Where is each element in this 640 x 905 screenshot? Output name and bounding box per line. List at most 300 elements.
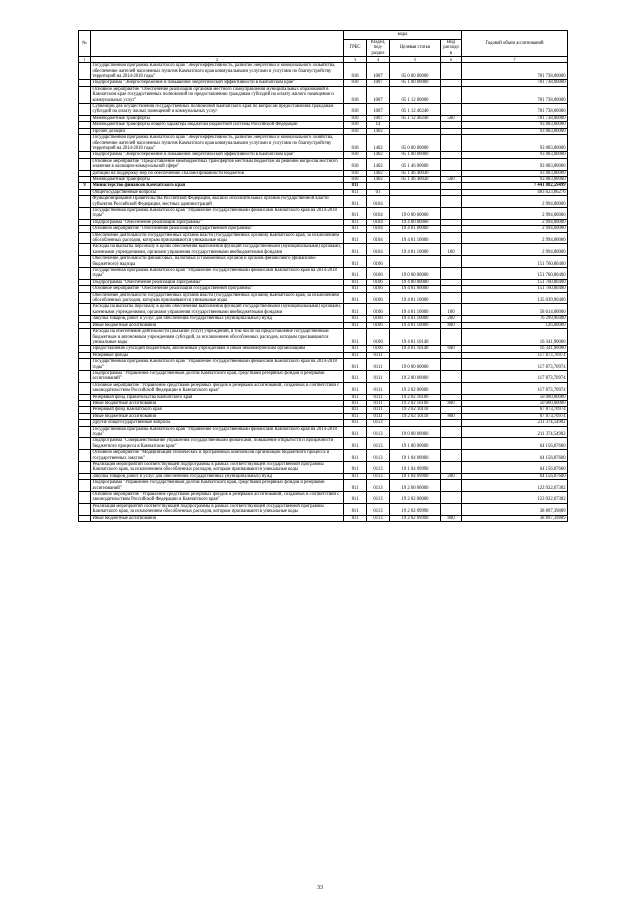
row-vid xyxy=(441,63,462,80)
row-vid: 500 xyxy=(441,176,462,182)
row-target: 19 4 01 10140 xyxy=(390,346,441,352)
row-name: Резервный фонд Камчатского края xyxy=(91,407,344,413)
row-number xyxy=(79,86,91,103)
row-grbs: 811 xyxy=(344,492,367,504)
row-number xyxy=(79,359,91,371)
row-amount: 117 873,70974 xyxy=(462,359,568,371)
row-target: 19 4 00 00000 xyxy=(390,279,441,285)
row-target: 19 0 00 00000 xyxy=(390,268,441,280)
row-vid: 500 xyxy=(441,115,462,121)
table-row xyxy=(79,256,568,268)
row-razdel: 0106 xyxy=(367,268,390,280)
row-vid xyxy=(441,462,462,474)
row-amount: 781 738,00000 xyxy=(462,86,568,103)
row-vid: 200 xyxy=(441,473,462,479)
row-name: Подпрограмма "Совершенствование управления государственными финансами, повышение открытости и прозрачности бюджетного процесса в Камчатском крае" xyxy=(91,438,344,450)
row-number xyxy=(79,268,91,280)
row-name: Межбюджетные трансферты xyxy=(91,115,344,121)
row-name: Основное мероприятие "Управление средствами резервных фондов и резервами ассигнований, созданных в соответствии с законодательством Российской Федерации и Камчатского края" xyxy=(91,492,344,504)
row-razdel: 0113 xyxy=(367,480,390,492)
row-razdel: 0106 xyxy=(367,316,390,322)
table-row xyxy=(79,268,568,280)
row-name: Государственная программа Камчатского края "Управление государственными финансами Камчатского края на 2014-2018 годы" xyxy=(91,268,344,280)
row-number xyxy=(79,370,91,382)
row-grbs: 811 xyxy=(344,292,367,304)
row-razdel: 0106 xyxy=(367,346,390,352)
row-grbs: 810 xyxy=(344,176,367,182)
row-grbs: 811 xyxy=(344,462,367,474)
row-grbs: 811 xyxy=(344,352,367,358)
row-razdel: 0106 xyxy=(367,322,390,328)
row-amount: 64 156,87600 xyxy=(462,473,568,479)
row-amount: 93 083,80000 xyxy=(462,176,568,182)
row-razdel: 0113 xyxy=(367,420,390,426)
row-grbs: 811 xyxy=(344,394,367,400)
row-number: 9 xyxy=(79,183,91,189)
row-number xyxy=(79,304,91,316)
row-vid xyxy=(441,438,462,450)
row-razdel: 0111 xyxy=(367,394,390,400)
row-razdel: 1007 xyxy=(367,104,390,116)
row-name: Резервные фонды xyxy=(91,352,344,358)
row-grbs: 811 xyxy=(344,219,367,225)
row-vid xyxy=(441,256,462,268)
table-row xyxy=(79,63,568,80)
row-number xyxy=(79,104,91,116)
row-grbs: 811 xyxy=(344,420,367,426)
table-row xyxy=(79,426,568,438)
row-razdel: 0104 xyxy=(367,207,390,219)
header-grbs: ГРБС xyxy=(344,40,367,57)
table-row xyxy=(79,158,568,170)
table-row xyxy=(79,382,568,394)
table-body xyxy=(79,63,568,522)
row-name: Общегосударственные вопросы xyxy=(91,189,344,195)
row-name: Другие общегосударственные вопросы xyxy=(91,420,344,426)
row-razdel: 0104 xyxy=(367,219,390,225)
budget-table xyxy=(78,30,568,522)
row-grbs: 811 xyxy=(344,450,367,462)
row-vid: 100 xyxy=(441,244,462,256)
row-number xyxy=(79,158,91,170)
row-vid xyxy=(441,370,462,382)
row-amount: 38 897,39889 xyxy=(462,503,568,515)
row-name: Межбюджетные трансферты общего характера бюджетам бюджетной системы Российской Федерации xyxy=(91,122,344,128)
row-razdel: 1402 xyxy=(367,158,390,170)
row-amount: 67 873,70974 xyxy=(462,413,568,419)
row-number xyxy=(79,382,91,394)
table-row xyxy=(79,232,568,244)
row-number xyxy=(79,450,91,462)
row-grbs: 810 xyxy=(344,63,367,80)
table-row xyxy=(79,244,568,256)
row-amount: 38 897,39889 xyxy=(462,515,568,521)
row-vid: 800 xyxy=(441,515,462,521)
row-name: Иные бюджетные ассигнования xyxy=(91,413,344,419)
table-row xyxy=(79,370,568,382)
row-target: 19 4 01 10140 xyxy=(390,329,441,346)
row-amount: 483 623,06276 xyxy=(462,189,568,195)
row-name: Подпрограмма "Обеспечение реализации Программы" xyxy=(91,279,344,285)
row-amount: 76 299,90400 xyxy=(462,316,568,322)
row-vid xyxy=(441,86,462,103)
table-row xyxy=(79,329,568,346)
row-vid xyxy=(441,382,462,394)
row-amount: 126,00000 xyxy=(462,322,568,328)
row-target: 05 1 00 00000 xyxy=(390,80,441,86)
row-target: 19 2 02 00000 xyxy=(390,382,441,394)
row-target: 19 2 00 00000 xyxy=(390,370,441,382)
row-vid: 200 xyxy=(441,316,462,322)
row-razdel: 0104 xyxy=(367,232,390,244)
row-vid: 800 xyxy=(441,413,462,419)
row-vid xyxy=(441,268,462,280)
row-name: Иные бюджетные ассигнования xyxy=(91,400,344,406)
row-razdel: 0106 xyxy=(367,279,390,285)
row-grbs: 811 xyxy=(344,232,367,244)
row-grbs: 811 xyxy=(344,370,367,382)
row-target: 05 1 12 40240 xyxy=(390,104,441,116)
row-grbs: 811 xyxy=(344,189,367,195)
row-grbs: 811 xyxy=(344,226,367,232)
row-grbs: 811 xyxy=(344,329,367,346)
column-index: 4 xyxy=(367,57,390,63)
row-vid xyxy=(441,158,462,170)
row-target: 19 1 04 09990 xyxy=(390,462,441,474)
row-amount: 58 614,00000 xyxy=(462,304,568,316)
row-name: Реализация мероприятий соответствующей подпрограммы в рамках соответствующей государственной программы Камчатского края, за исключением обособленных расходов, которым присваиваются уникальные коды xyxy=(91,503,344,515)
row-vid xyxy=(441,196,462,208)
row-amount: 781 738,00000 xyxy=(462,104,568,116)
row-razdel: 0104 xyxy=(367,196,390,208)
table-row xyxy=(79,480,568,492)
page-number: 33 xyxy=(317,885,323,891)
row-grbs: 810 xyxy=(344,158,367,170)
row-amount: 2 994,00000 xyxy=(462,232,568,244)
row-amount: 2 994,00000 xyxy=(462,207,568,219)
row-number xyxy=(79,244,91,256)
row-number xyxy=(79,426,91,438)
row-grbs: 810 xyxy=(344,115,367,121)
row-target: 19 4 01 10000 xyxy=(390,244,441,256)
row-target: 19 2 02 09990 xyxy=(390,515,441,521)
row-vid xyxy=(441,329,462,346)
row-vid xyxy=(441,292,462,304)
row-amount: 2 994,00000 xyxy=(462,196,568,208)
row-razdel: 0113 xyxy=(367,426,390,438)
row-number xyxy=(79,292,91,304)
row-amount: 781 738,00000 xyxy=(462,80,568,86)
row-number xyxy=(79,515,91,521)
row-number xyxy=(79,256,91,268)
row-amount: 123 922,67302 xyxy=(462,480,568,492)
row-target: 19 4 01 10000 xyxy=(390,304,441,316)
table-row xyxy=(79,492,568,504)
row-amount: 16 341,90000 xyxy=(462,346,568,352)
row-grbs: 811 xyxy=(344,256,367,268)
row-name: Закупка товаров, работ и услуг для обеспечения государственных (муниципальных) нужд xyxy=(91,316,344,322)
row-target: 19 0 00 00000 xyxy=(390,207,441,219)
row-razdel: 0106 xyxy=(367,292,390,304)
table-row xyxy=(79,438,568,450)
row-razdel: 0113 xyxy=(367,450,390,462)
row-amount: 50 000,00000 xyxy=(462,394,568,400)
row-vid xyxy=(441,503,462,515)
row-grbs: 811 xyxy=(344,279,367,285)
row-grbs: 811 xyxy=(344,426,367,438)
table-header xyxy=(79,31,568,63)
row-target: 05 0 00 00000 xyxy=(390,63,441,80)
row-amount: 123 922,67302 xyxy=(462,492,568,504)
row-grbs: 811 xyxy=(344,207,367,219)
row-target: 19 0 00 00000 xyxy=(390,426,441,438)
row-grbs: 810 xyxy=(344,170,367,176)
row-razdel: 01 xyxy=(367,189,390,195)
row-razdel: 0104 xyxy=(367,244,390,256)
row-number xyxy=(79,329,91,346)
row-amount: 211 374,54902 xyxy=(462,420,568,426)
row-razdel: 0113 xyxy=(367,438,390,450)
row-name: Государственная программа Камчатского края "Энергоэффективность, развитие энергетики и коммунального хозьяйства, обеспечение жителей населенных пунктов Камчатского края коммунальными услугами и услугами по благоустройству территорий на 2014-2018 годы" xyxy=(91,63,344,80)
row-amount: 117 873,70974 xyxy=(462,370,568,382)
row-amount: 2 994,00000 xyxy=(462,244,568,256)
row-razdel: 0111 xyxy=(367,413,390,419)
row-target: 19 2 02 10100 xyxy=(390,394,441,400)
row-target: 19 4 01 10000 xyxy=(390,322,441,328)
row-razdel: 0111 xyxy=(367,407,390,413)
table-row xyxy=(79,207,568,219)
row-amount: 151 760,80400 xyxy=(462,286,568,292)
row-amount: 151 760,80400 xyxy=(462,268,568,280)
row-razdel: 0111 xyxy=(367,382,390,394)
row-target: 19 1 00 00000 xyxy=(390,438,441,450)
row-name: Государственная программа Камчатского края "Управление государственными финансами Камчатского края на 2014-2018 годы" xyxy=(91,207,344,219)
row-razdel: 0113 xyxy=(367,462,390,474)
row-grbs: 811 xyxy=(344,304,367,316)
row-vid: 800 xyxy=(441,400,462,406)
row-number xyxy=(79,462,91,474)
row-name: Министерство финансов Камчатского края xyxy=(91,183,344,189)
row-number xyxy=(79,232,91,244)
row-razdel: 0106 xyxy=(367,256,390,268)
row-target: 19 4 01 10000 xyxy=(390,292,441,304)
row-name: Иные бюджетные ассигнования xyxy=(91,515,344,521)
row-target: 19 1 04 00000 xyxy=(390,450,441,462)
row-grbs: 811 xyxy=(344,382,367,394)
row-grbs: 810 xyxy=(344,128,367,134)
row-razdel: 0106 xyxy=(367,329,390,346)
row-grbs: 811 xyxy=(344,196,367,208)
row-vid: 600 xyxy=(441,346,462,352)
row-amount: 2 994,00000 xyxy=(462,226,568,232)
row-name: Основное мероприятие "Управление средствами резервных фондов и резервами ассигнований, созданных в соответствии с законодательством Российской Федерации и Камчатского края" xyxy=(91,382,344,394)
row-grbs: 811 xyxy=(344,413,367,419)
row-razdel: 1007 xyxy=(367,115,390,121)
row-grbs: 811 xyxy=(344,515,367,521)
row-vid xyxy=(441,492,462,504)
row-vid xyxy=(441,450,462,462)
row-number xyxy=(79,207,91,219)
row-number xyxy=(79,63,91,80)
row-grbs: 810 xyxy=(344,122,367,128)
row-target: 19 2 00 00000 xyxy=(390,480,441,492)
row-amount: 151 760,80400 xyxy=(462,279,568,285)
row-name: Функционирование Правительства Российской Федерации, высших исполнительных органов государственной власти субъектов Российской Федерации, местных администраций xyxy=(91,196,344,208)
table-row xyxy=(79,462,568,474)
row-name: Подпрограмма "Обеспечение реализации Программы" xyxy=(91,219,344,225)
table-row xyxy=(79,196,568,208)
row-amount: 93 083,80000 xyxy=(462,152,568,158)
table-row xyxy=(79,359,568,371)
row-grbs: 811 xyxy=(344,268,367,280)
table-row xyxy=(79,304,568,316)
row-name: Основное мероприятие "Модернизация технических и программных комплексов организации бюджетного процесса и государственных закупок" xyxy=(91,450,344,462)
row-razdel: 1007 xyxy=(367,80,390,86)
row-name: Межбюджетные трансферты xyxy=(91,176,344,182)
row-target: 05 1 12 00000 xyxy=(390,86,441,103)
table-row xyxy=(79,503,568,515)
row-vid xyxy=(441,232,462,244)
row-vid: 800 xyxy=(441,322,462,328)
row-name: Иные бюджетные ассигнования xyxy=(91,322,344,328)
row-vid xyxy=(441,359,462,371)
header-codes: коды xyxy=(344,31,462,40)
row-vid: 100 xyxy=(441,304,462,316)
row-name: Расходы на обеспечение деятельности (оказание услуг) учреждений, в том числе на предоставление государственным бюджетным и автономным учреждениям субсидий, за исключением обособленных расходов, которым присваиваются уникальные коды xyxy=(91,329,344,346)
row-target: 19 2 02 10100 xyxy=(390,400,441,406)
row-name: Резервный фонд Правительства Камчатского края xyxy=(91,394,344,400)
row-target: 05 0 00 00000 xyxy=(390,135,441,152)
row-razdel: 1402 xyxy=(367,152,390,158)
row-grbs: 811 xyxy=(344,438,367,450)
row-razdel: 0106 xyxy=(367,286,390,292)
row-grbs: 810 xyxy=(344,86,367,103)
row-razdel: 1007 xyxy=(367,86,390,103)
table-row xyxy=(79,450,568,462)
row-grbs: 811 xyxy=(344,183,367,189)
row-amount: 117 873,70974 xyxy=(462,382,568,394)
row-grbs: 811 xyxy=(344,359,367,371)
row-amount: 16 341,90000 xyxy=(462,329,568,346)
row-amount: 135 039,90400 xyxy=(462,292,568,304)
row-number xyxy=(79,503,91,515)
row-target: 19 4 01 00000 xyxy=(390,226,441,232)
row-vid xyxy=(441,207,462,219)
row-name: Государственная программа Камчатского края "Управление государственными финансами Камчатского края на 2014-2018 годы" xyxy=(91,359,344,371)
column-index: 6 xyxy=(441,57,462,63)
row-grbs: 811 xyxy=(344,400,367,406)
row-amount: 67 873,70974 xyxy=(462,407,568,413)
row-name: Обеспечение деятельности государственных органов власти (государственных органов) Камчатского края, за исключением обособленных расходов, которым присваиваются уникальные коды xyxy=(91,292,344,304)
row-razdel: 0111 xyxy=(367,370,390,382)
row-name: Основное мероприятие "Обеспечение реализации государственной программы" xyxy=(91,226,344,232)
row-number xyxy=(79,492,91,504)
row-name: Государственная программа Камчатского края "Энергоэффективность, развитие энергетики и коммунального хозяйства, обеспечение жителей населенных пунктов Камчатского края коммунальными услугами и услугами по благоустройству территорий на 2014-2018 годы" xyxy=(91,135,344,152)
row-grbs: 810 xyxy=(344,152,367,158)
row-name: Подпрограмма "Управление государственным долгом Камчатского края, средствами резервных фондов и резервами ассигнований" xyxy=(91,480,344,492)
row-number xyxy=(79,438,91,450)
row-amount: 64 156,87600 xyxy=(462,462,568,474)
row-target: 19 4 01 10000 xyxy=(390,316,441,322)
table-row xyxy=(79,104,568,116)
row-amount: 64 156,87600 xyxy=(462,450,568,462)
row-number xyxy=(79,480,91,492)
row-target: 19 2 02 10110 xyxy=(390,413,441,419)
row-razdel: 0113 xyxy=(367,473,390,479)
header-num: № xyxy=(79,31,91,57)
row-razdel: 1402 xyxy=(367,135,390,152)
table-row xyxy=(79,135,568,152)
row-target: 05 1 00 00000 xyxy=(390,152,441,158)
row-target: 19 4 01 00000 xyxy=(390,286,441,292)
row-target: 19 4 01 10000 xyxy=(390,232,441,244)
row-razdel: 1402 xyxy=(367,176,390,182)
row-grbs: 811 xyxy=(344,346,367,352)
row-vid xyxy=(441,104,462,116)
row-amount: 93 083,80000 xyxy=(462,128,568,134)
row-target: 19 0 00 00000 xyxy=(390,359,441,371)
row-amount: 7 441 882,59499 xyxy=(462,183,568,189)
row-razdel: 0106 xyxy=(367,304,390,316)
row-name: Государственная программа Камчатского края "Управление государственными финансами Камчатского края на 2014-2018 годы" xyxy=(91,426,344,438)
row-amount: 117 873,70974 xyxy=(462,352,568,358)
row-grbs: 810 xyxy=(344,135,367,152)
row-razdel: 0113 xyxy=(367,515,390,521)
row-razdel: 0111 xyxy=(367,400,390,406)
row-grbs: 811 xyxy=(344,286,367,292)
column-index: 5 xyxy=(390,57,441,63)
row-razdel: 1007 xyxy=(367,63,390,80)
row-grbs: 810 xyxy=(344,104,367,116)
column-index: 7 xyxy=(462,57,568,63)
row-grbs: 811 xyxy=(344,244,367,256)
row-target: 05 1 46 40030 xyxy=(390,176,441,182)
row-vid xyxy=(441,480,462,492)
row-amount: 50 000,00000 xyxy=(462,400,568,406)
header-vid: Вид расходов xyxy=(441,40,462,57)
row-razdel: 0113 xyxy=(367,492,390,504)
row-vid xyxy=(441,426,462,438)
row-target: 19 2 02 00000 xyxy=(390,492,441,504)
row-amount: 2 994,00000 xyxy=(462,219,568,225)
column-index: 1 xyxy=(79,57,91,63)
row-target: 19 4 00 00000 xyxy=(390,219,441,225)
row-name: Основное мероприятие "Обеспечение реализации государственной программы" xyxy=(91,286,344,292)
row-amount: 93 083,80000 xyxy=(462,135,568,152)
row-name: Прочие дотации xyxy=(91,128,344,134)
budget-page xyxy=(78,30,567,522)
column-index: 3 xyxy=(344,57,367,63)
row-target: 05 1 12 40240 xyxy=(390,115,441,121)
row-name: Подпрограмма "Энергосбережение и повышение энергетической эффективности в Камчатском крае" xyxy=(91,152,344,158)
row-razdel: 0111 xyxy=(367,352,390,358)
row-amount: 93 083,80000 xyxy=(462,170,568,176)
row-razdel: 14 xyxy=(367,122,390,128)
row-name: Основное мероприятие "Предоставление межбюджетных трансфертов местным бюджетам на решение вопросов местного значения в жилищно-коммунальной сфере" xyxy=(91,158,344,170)
row-razdel: 1402 xyxy=(367,170,390,176)
row-grbs: 811 xyxy=(344,316,367,322)
column-index: 2 xyxy=(91,57,344,63)
row-name: Обеспечение деятельности государственных органов власти (государственных органов) Камчатского края, за исключением обособленных расходов, которым присваиваются уникальные коды xyxy=(91,232,344,244)
row-name: Основное мероприятие "Обеспечение реализации органами местного самоуправления муниципальных образований в Камчатском крае государственных полномочий по предоставлению гражданам субсидий на оплату жилого помещения и коммунальных услуг" xyxy=(91,86,344,103)
row-name: Подпрограмма "Энергосбережение и повышение энергетической эффективности в Камчатском крае" xyxy=(91,80,344,86)
row-name: Расходы на выплаты персоналу в целях обеспечения выполнения функций государственными (муниципальными) органами, казенными учреждениями, органами управления государственными внебюджетными фондами xyxy=(91,304,344,316)
row-grbs: 810 xyxy=(344,80,367,86)
table-row xyxy=(79,515,568,521)
row-amount: 93 083,80000 xyxy=(462,122,568,128)
row-amount: 93 083,80000 xyxy=(462,158,568,170)
row-amount: 211 374,54902 xyxy=(462,426,568,438)
